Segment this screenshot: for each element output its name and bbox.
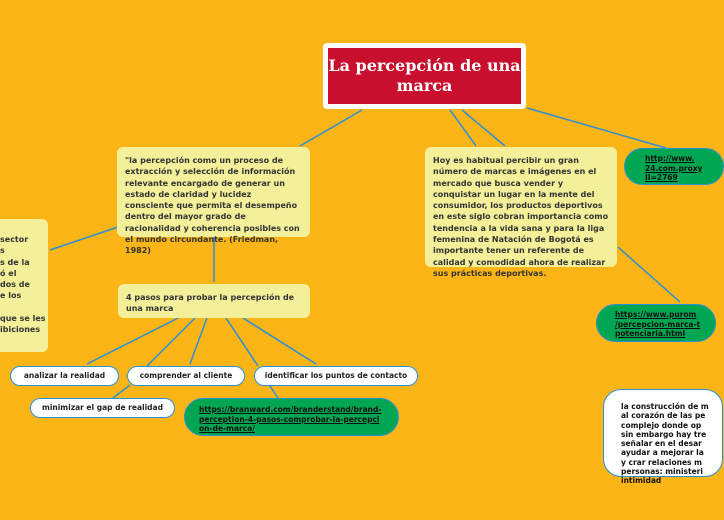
link-proxy[interactable]: http://www. 24.com.proxy II=2769 bbox=[624, 148, 724, 185]
link-branward[interactable]: https://branward.com/branderstand/brand-perception-4-pasos-comprobar-la-percepcion-de-marca/ bbox=[184, 398, 399, 436]
pasos-node[interactable]: 4 pasos para probar la percepción de una marca bbox=[118, 284, 310, 318]
link-purom[interactable]: https://www.purom /percepcion-marca-t potenciaria.html bbox=[596, 304, 716, 342]
central-topic-label: La percepción de una marca bbox=[328, 48, 521, 104]
step-analizar[interactable]: analizar la realidad bbox=[10, 366, 119, 386]
habitual-node[interactable]: Hoy es habitual percibir un gran número de marcas e imágenes en el mercado que busca vender y conquistar un lugar en la mente del consumidor, los productos deportivos en este siglo cobran importancia como tendencia a la vida sana y para la liga femenina de Natación de Bogotá es importante tener un referente de calidad y comodidad ahora de realizar sus prácticas deportivas. bbox=[425, 147, 617, 267]
left-note-node[interactable]: sector s s de la ó el dos de e los que se les ibiciones bbox=[0, 219, 48, 352]
step-comprender[interactable]: comprender al cliente bbox=[127, 366, 245, 386]
construccion-node[interactable]: la construcción de m al corazón de las pe complejo donde op sin embargo hay tre señalar en el desar ayudar a mejorar la y crar relaciones m personas: ministeri intimidad bbox=[603, 389, 723, 477]
step-identificar[interactable]: identificar los puntos de contacto bbox=[254, 366, 418, 386]
step-minimizar[interactable]: minimizar el gap de realidad bbox=[30, 398, 175, 418]
quote-node[interactable]: "la percepción como un proceso de extracción y selección de información relevante encargado de generar un estado de claridad y lucidez consciente que permita el desempeño dentro del mayor grado de racionalidad y coherencia posibles con el mundo circundante. (Friedman, 1982) bbox=[117, 147, 310, 237]
central-topic[interactable] bbox=[323, 43, 526, 109]
